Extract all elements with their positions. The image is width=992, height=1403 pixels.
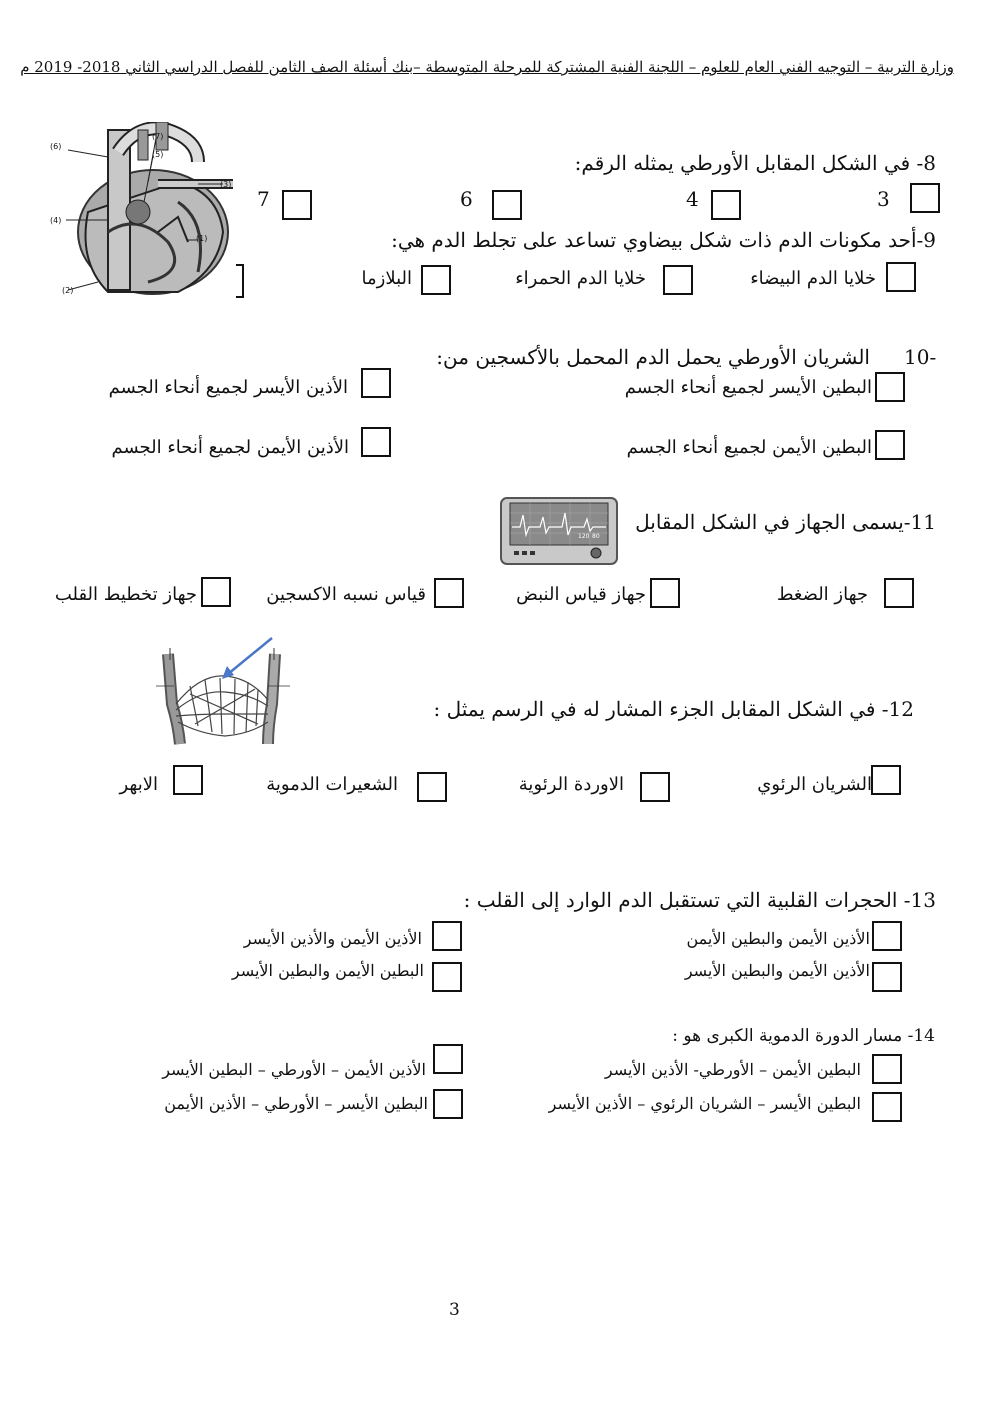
q13-option-2: الأذين الأيمن والأذين الأيسر [243,929,422,948]
q10-option-2-checkbox[interactable] [361,368,391,398]
label-5: (5) [152,150,164,159]
q13-option-4-checkbox[interactable] [432,962,462,992]
q9-option-3-checkbox[interactable] [421,265,451,295]
q8-option-7-checkbox[interactable] [282,190,312,220]
q14-option-3-checkbox[interactable] [872,1092,902,1122]
q13-option-3: الأذين الأيمن والبطين الأيسر [684,961,870,980]
q11-option-4-checkbox[interactable] [201,577,231,607]
page-header: وزارة التربية – التوجيه الفني العام للعلوم – اللجنة الفنية المشتركة للمرحلة المتوسطة –بنك أسئلة الصف الثامن للفصل الدراسي الثاني 2018- 2019 م [20,58,954,76]
page-number: 3 [449,1300,460,1320]
q12-option-1: الشريان الرئوي [757,774,872,795]
q10-option-4-checkbox[interactable] [361,427,391,457]
bracket-mark [236,264,244,298]
q11-option-2: جهاز قياس النبض [516,584,646,605]
q13-option-1: الأذين الأيمن والبطين الأيمن [686,929,870,948]
q14-option-3: البطين الأيسر – الشريان الرئوي – الأذين الأيسر [548,1094,861,1113]
q13-option-4: البطين الأيمن والبطين الأيسر [231,961,424,980]
q8-option-4: 4 [686,187,699,211]
q12-option-2-checkbox[interactable] [640,772,670,802]
monitor-value-2: 80 [592,533,600,540]
heart-diagram [48,122,238,300]
q10-option-1-checkbox[interactable] [875,372,905,402]
q12-text: 12- في الشكل المقابل الجزء المشار له في الرسم يمثل : [433,697,914,721]
q14-option-2: الأذين الأيمن – الأورطي – البطين الأيسر [162,1060,426,1079]
q14-option-2-checkbox[interactable] [433,1044,463,1074]
label-4: (4) [50,216,62,225]
q10-option-2: الأذين الأيسر لجميع أنحاء الجسم [108,377,348,398]
q12-option-3: الشعيرات الدموية [266,774,398,795]
label-3: (3) [220,180,232,189]
q10-option-1: البطين الأيسر لجميع أنحاء الجسم [624,377,872,398]
q12-option-4: الابهر [119,774,158,795]
q9-option-1-checkbox[interactable] [886,262,916,292]
q8-option-6: 6 [460,187,473,211]
label-1: (1) [196,234,208,243]
q12-option-3-checkbox[interactable] [417,772,447,802]
label-2: (2) [62,286,74,295]
q14-text: 14- مسار الدورة الدموية الكبرى هو : [672,1026,935,1046]
q8-option-4-checkbox[interactable] [711,190,741,220]
q11-option-2-checkbox[interactable] [650,578,680,608]
q14-option-4: البطين الأيسر – الأورطي – الأذين الأيمن [164,1094,428,1113]
q8-option-3-checkbox[interactable] [910,183,940,213]
q11-option-4: جهاز تخطيط القلب [54,584,197,605]
q12-option-1-checkbox[interactable] [871,765,901,795]
q8-text: 8- في الشكل المقابل الأورطي يمثله الرقم: [574,151,936,175]
q13-option-1-checkbox[interactable] [872,921,902,951]
q10-option-3-checkbox[interactable] [875,430,905,460]
q9-option-1: خلايا الدم البيضاء [750,268,876,289]
q14-option-4-checkbox[interactable] [433,1089,463,1119]
q10-option-3: البطين الأيمن لجميع أنحاء الجسم [626,437,872,458]
q8-option-7: 7 [257,187,270,211]
q11-option-1: جهاز الضغط [776,584,868,605]
q11-text: 11-يسمى الجهاز في الشكل المقابل [635,510,936,534]
q9-text: 9-أحد مكونات الدم ذات شكل بيضاوي تساعد على تجلط الدم هي: [391,228,936,252]
capillary-network-image [150,634,300,746]
q10-option-4: الأذين الأيمن لجميع أنحاء الجسم [111,437,349,458]
q10-number: 10- [904,345,937,369]
label-6: (6) [50,142,62,151]
q12-option-2: الاوردة الرئوية [518,774,624,795]
ecg-monitor-image [500,497,618,565]
q9-option-2-checkbox[interactable] [663,265,693,295]
q14-option-1-checkbox[interactable] [872,1054,902,1084]
q12-option-4-checkbox[interactable] [173,765,203,795]
q13-text: 13- الحجرات القلبية التي تستقبل الدم الوارد إلى القلب : [463,888,936,912]
q8-option-3: 3 [877,187,890,211]
q13-option-2-checkbox[interactable] [432,921,462,951]
q10-text: الشريان الأورطي يحمل الدم المحمل بالأكسجين من: [436,345,870,369]
label-7: (7) [152,132,164,141]
q8-option-6-checkbox[interactable] [492,190,522,220]
q14-option-1: البطين الأيمن – الأورطي- الأذين الأيسر [604,1060,861,1079]
q11-option-3: قياس نسبه الاكسجين [266,584,426,605]
q9-option-3: البلازما [361,268,412,289]
monitor-value-1: 120 [578,533,590,540]
q11-option-1-checkbox[interactable] [884,578,914,608]
q13-option-3-checkbox[interactable] [872,962,902,992]
q11-option-3-checkbox[interactable] [434,578,464,608]
q9-option-2: خلايا الدم الحمراء [515,268,646,289]
